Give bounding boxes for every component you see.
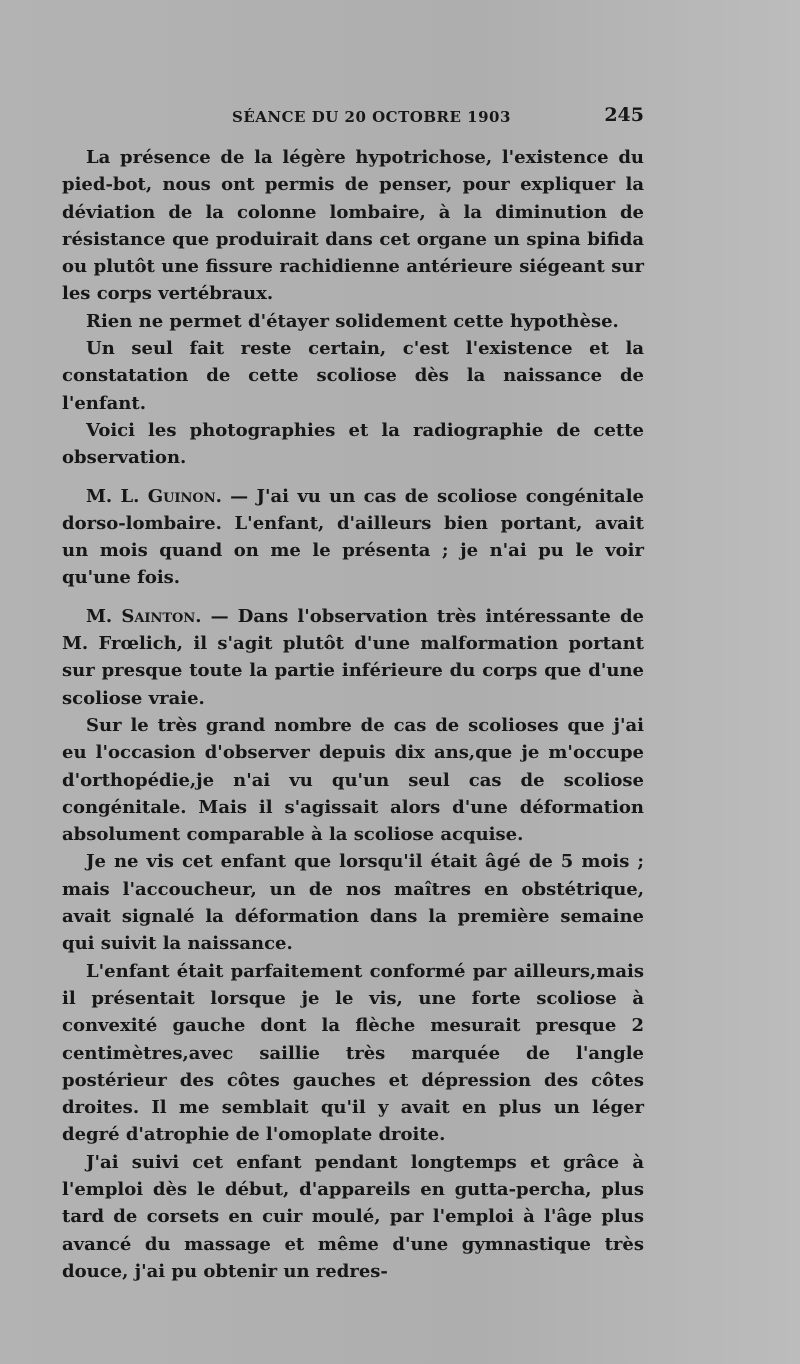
page-number: 245 <box>604 104 644 126</box>
speaker-name: M. L. Guinon. <box>86 485 222 507</box>
paragraph: La présence de la légère hypotrichose, l'existence du pied-bot, nous ont permis de penser, pour expliquer la déviation de la colonne lombaire, à la diminution de résistance que produirait dans cet organe un spina bifida ou plutôt une fissure rachidienne antérieure siégeant sur les corps vertébraux. <box>62 147 644 305</box>
header-title: SÉANCE DU 20 OCTOBRE 1903 <box>232 108 511 126</box>
paragraph: Rien ne permet d'étayer solidement cette hypothèse. <box>86 310 619 332</box>
speaker-remark: — J'ai vu un cas de scoliose congénitale dorso-lombaire. L'enfant, d'ailleurs bien portant, avait un mois quand on me le présenta ; je n'ai pu le voir qu'une fois. <box>62 485 645 589</box>
paragraph: L'enfant était parfaitement conformé par ailleurs,mais il présentait lorsque je le vis, une forte scoliose à convexité gauche dont la flèche mesurait presque 2 centimètres,avec saillie très marquée de l'angle postérieur des côtes gauches et dépression des côtes droites. Il me semblait qu'il y avait en plus un léger degré d'atrophie de l'omoplate droite. <box>62 960 644 1146</box>
paragraph: Voici les photographies et la radiographie de cette observation. <box>62 419 644 469</box>
paragraph <box>62 603 644 712</box>
paragraph: Sur le très grand nombre de cas de scolioses que j'ai eu l'occasion d'observer depuis dix ans,que je m'occupe d'orthopédie,je n'ai vu qu'un seul cas de scoliose congénitale. Mais il s'agissait alors d'une déformation absolument comparable à la scoliose acquise. <box>62 714 644 846</box>
speaker-remark: — Dans l'observation très intéressante de M. Frœlich, il s'agit plutôt d'une malformation portant sur presque toute la partie inférieure du corps que d'une scoliose vraie. <box>62 605 645 709</box>
body-text <box>62 144 644 1285</box>
paragraph: J'ai suivi cet enfant pendant longtemps et grâce à l'emploi dès le début, d'appareils en gutta-percha, plus tard de corsets en cuir moulé, par l'emploi à l'âge plus avancé du massage et même d'une gymnastique très douce, j'ai pu obtenir un redres- <box>62 1151 644 1282</box>
paragraph: Un seul fait reste certain, c'est l'existence et la constatation de cette scoliose dès la naissance de l'enfant. <box>62 338 644 414</box>
paragraph: Je ne vis cet enfant que lorsqu'il était âgé de 5 mois ; mais l'accoucheur, un de nos maîtres en obstétrique, avait signalé la déformation dans la première semaine qui suivit la naissance. <box>62 851 644 955</box>
running-header <box>62 104 644 130</box>
speaker-name: M. Sainton. <box>86 605 202 627</box>
paragraph <box>62 483 644 592</box>
